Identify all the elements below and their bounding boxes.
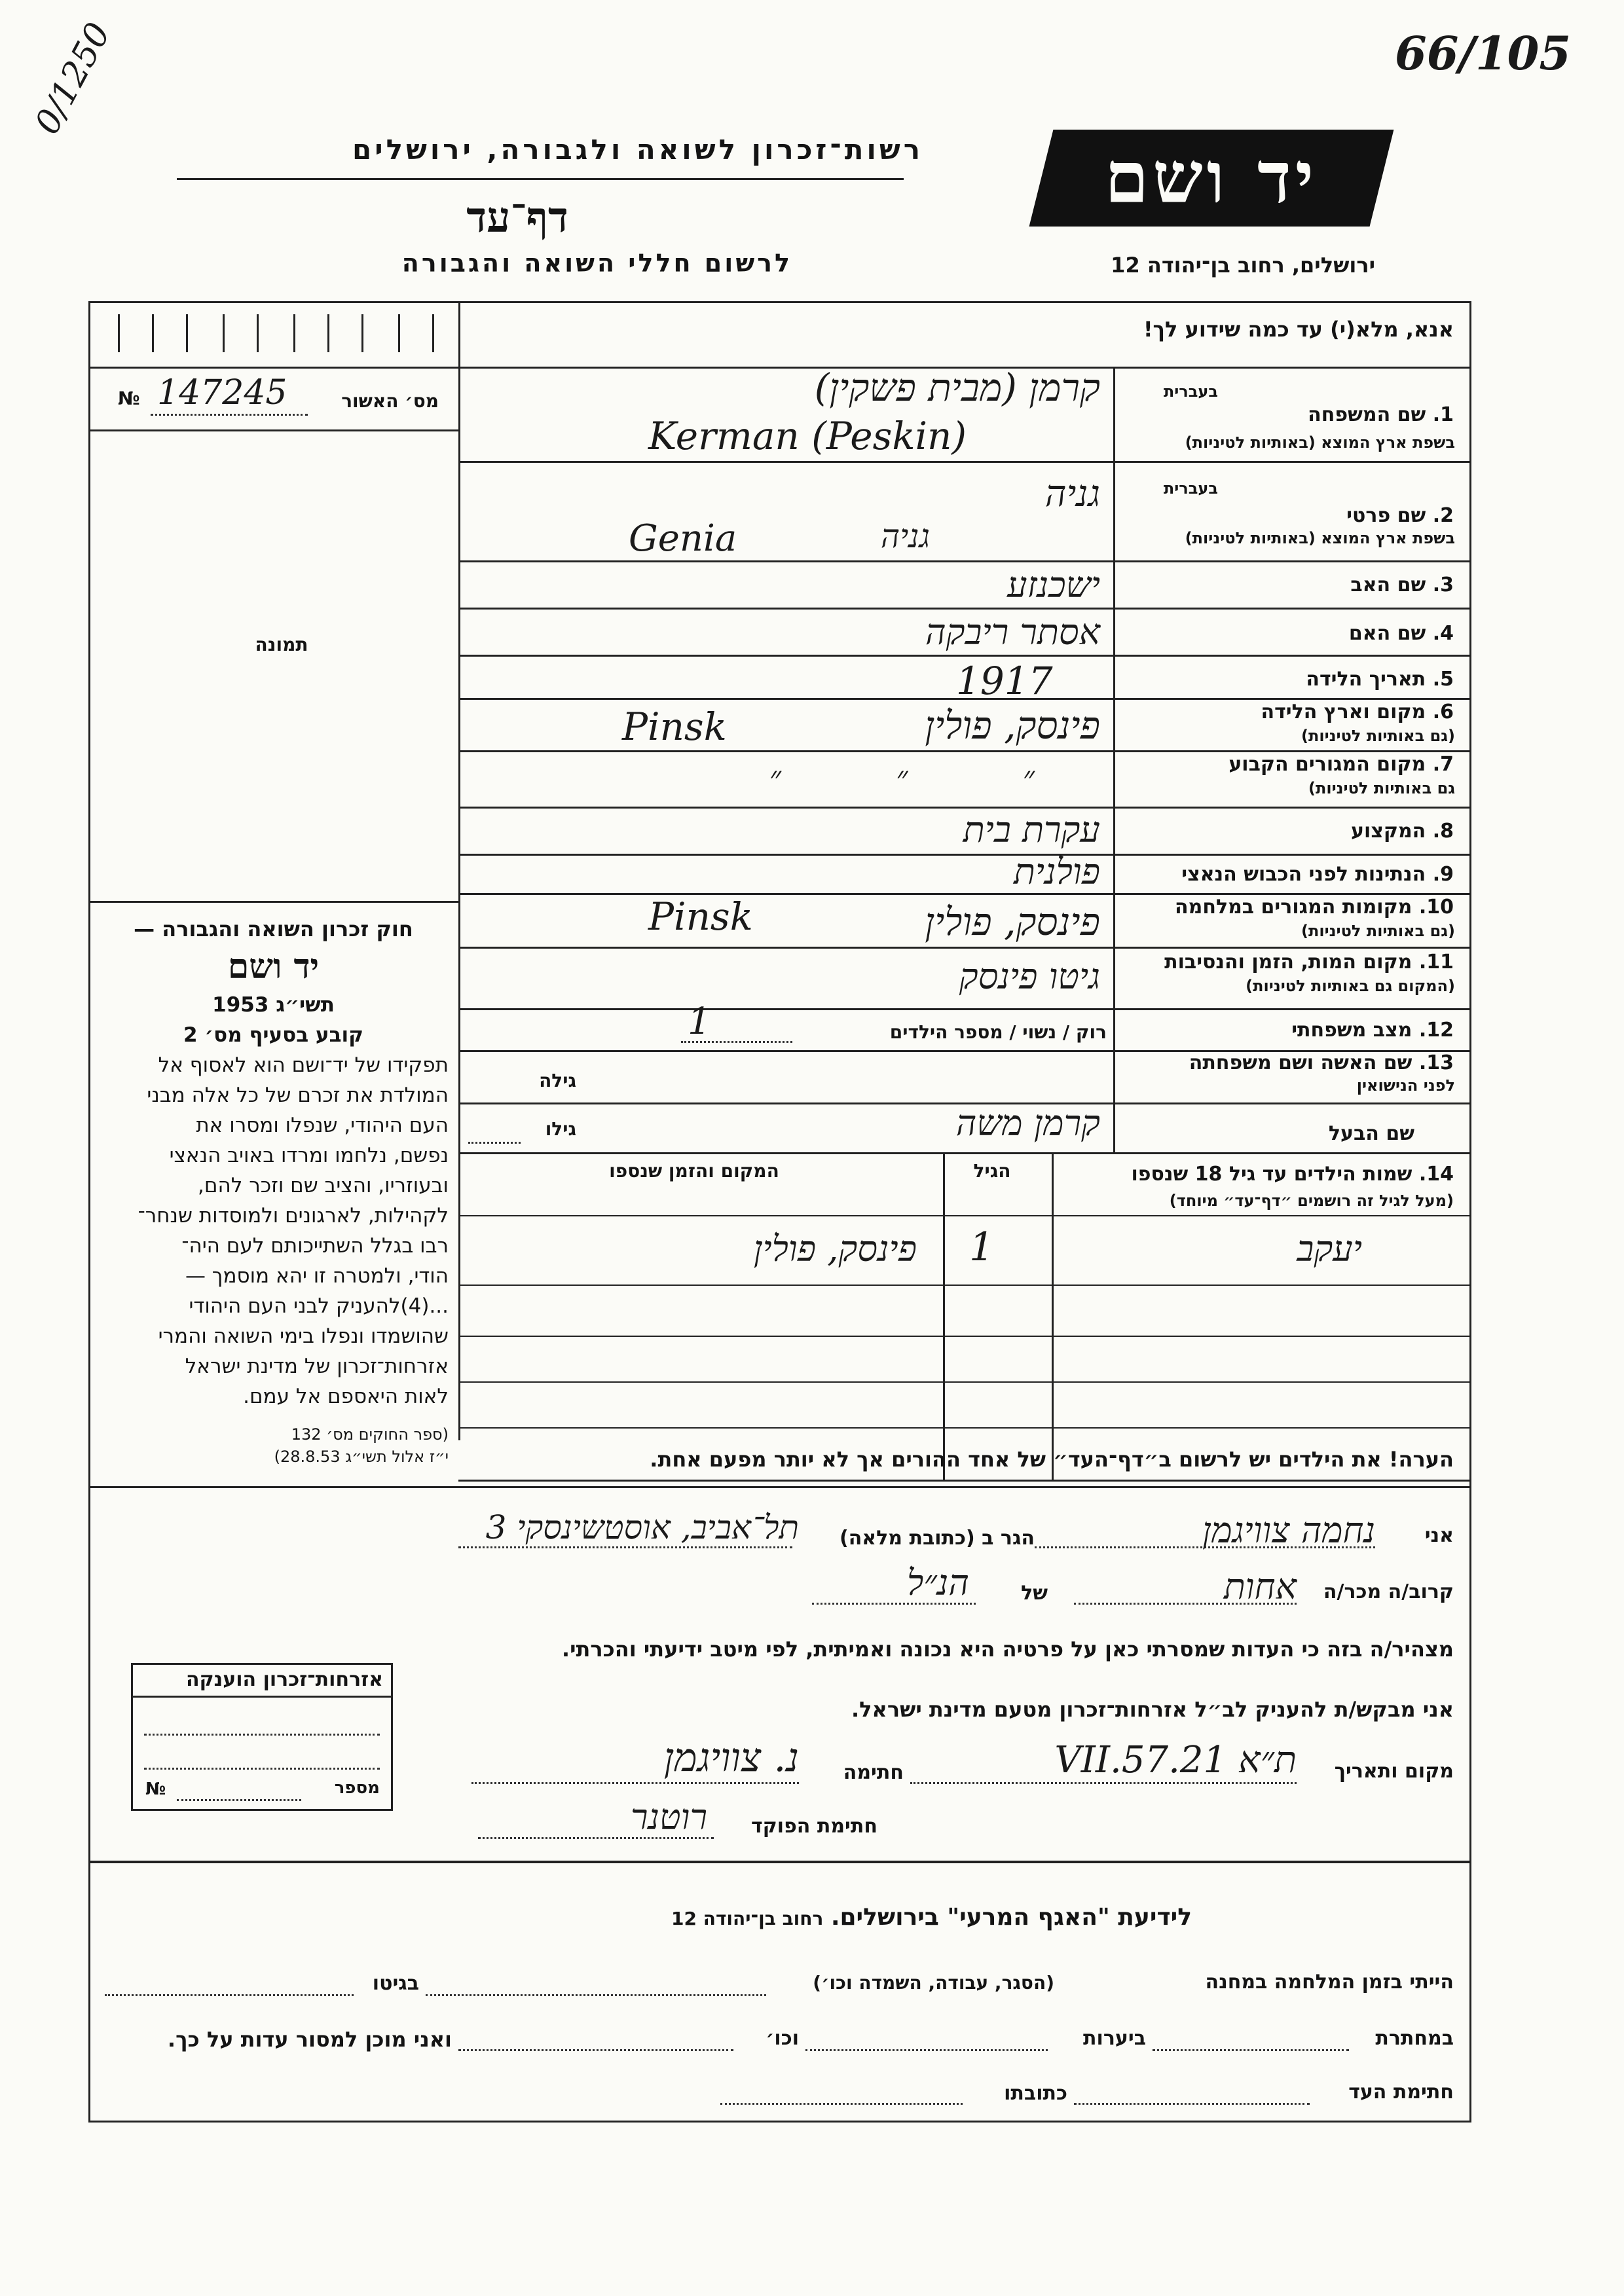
form-subtitle: לרשום חללי השואה והגבורה xyxy=(401,249,792,278)
bottom-underground-label: במחתרת xyxy=(1375,2027,1454,2050)
bottom-forests-label: ביערות xyxy=(1083,2027,1146,2050)
bottom-heading xyxy=(458,1904,1192,1931)
f6-label-text: מקום וארץ הלידה xyxy=(1261,701,1426,723)
place-date-dots xyxy=(910,1782,1297,1784)
relative-label: קרוב/ה מכר/ה xyxy=(1323,1580,1454,1603)
f9-num: 9. xyxy=(1432,863,1454,886)
tear-off-rule xyxy=(88,1861,1471,1863)
labels-divider xyxy=(1113,367,1115,1152)
bottom-camp-label: הייתי בזמן המלחמה במחנה xyxy=(1205,1971,1454,1994)
citizenship-no-mark: № xyxy=(145,1779,166,1799)
photo-label: תמונה xyxy=(255,634,308,655)
law-source-date: י״ז אלול תשי״ג 28.8.53) xyxy=(274,1448,449,1466)
f8-value: עקרת בית xyxy=(963,809,1100,850)
law-line: המולדת את זכרם של כל אלה מבני xyxy=(147,1084,449,1107)
f11-label-text: מקום המות, הזמן והנסיבות xyxy=(1164,951,1412,974)
registration-label: מס׳ האשור xyxy=(341,390,439,412)
witness-signature-dots xyxy=(1074,2103,1310,2105)
law-name: יד ושם xyxy=(227,947,320,987)
place-date-label: מקום ותאריך xyxy=(1334,1760,1454,1783)
bottom-ghetto-label: בגיטו xyxy=(372,1972,419,1995)
bottom-heading-bold: לידיעת "האגף המרעי" בירושלים. xyxy=(830,1904,1192,1931)
f11-note: (המקום גם באותיות לטיניות) xyxy=(1246,977,1455,995)
law-text xyxy=(98,914,449,1468)
resident-value: תל־אביב, אוסטשינסקי 3 xyxy=(485,1508,799,1546)
row-rule xyxy=(458,1381,1471,1383)
file-number-handwritten: 66/105 xyxy=(1395,26,1572,81)
bottom-etc-label: וכו׳ xyxy=(766,2027,799,2050)
citizenship-box-rule xyxy=(131,1696,393,1698)
f6-value: פינסק, פולין xyxy=(925,703,1100,748)
law-title: חוק זכרון השואה והגבורה — xyxy=(134,917,413,941)
f7-label xyxy=(1126,753,1454,776)
f7-value: ״ ״ ״ xyxy=(769,759,1087,796)
header-rule xyxy=(177,178,904,180)
photo-bottom-rule xyxy=(88,901,458,903)
f6-num: 6. xyxy=(1432,701,1454,723)
f4-value: אסתר ריבקה xyxy=(925,611,1100,653)
row-rule xyxy=(458,1480,1471,1482)
row-rule xyxy=(458,750,1471,752)
f2-latin-value: Genia xyxy=(629,517,737,560)
bottom-heading-address: רחוב בן־יהודה 12 xyxy=(671,1908,824,1929)
f2-label-text: שם פרטי xyxy=(1346,504,1426,527)
f1-hebrew-value: קרמן (מבית פשקין) xyxy=(814,365,1100,410)
row-rule xyxy=(458,1215,1471,1216)
f10-label xyxy=(1126,896,1454,919)
f14-num: 14. xyxy=(1418,1163,1454,1186)
law-line: לקהילות, לארגונים ולמוסדות שנחר־ xyxy=(138,1204,449,1228)
f9-label-text: הנתינות לפני הכבוש הנאצי xyxy=(1181,863,1426,886)
f10-latin-value: Pinsk xyxy=(648,894,753,939)
f8-num: 8. xyxy=(1432,820,1454,843)
relative-value: אחות xyxy=(1223,1566,1297,1607)
of-value: הנ״ל xyxy=(907,1562,969,1603)
witness-signature-label: חתימת העד xyxy=(1348,2081,1454,2104)
f11-value: גיטו פינסק xyxy=(959,956,1100,997)
f10-value: פינסק, פולין xyxy=(925,900,1100,944)
f6-note: (גם באותיות לטיניות) xyxy=(1301,727,1455,745)
declaration-statement: מצהיר/ה בזה כי העדות שמסרתי כאן על פרטיה היא נכונה ואמיתית, לפי מיטב ידיעתי והכרתי. xyxy=(561,1637,1454,1662)
f13-label-text: שם האשה ושם משפחתה xyxy=(1189,1051,1412,1074)
husband-value: קרמן משה xyxy=(955,1102,1100,1144)
f5-value: 1917 xyxy=(956,659,1053,703)
f1-label-text: שם המשפחה xyxy=(1308,403,1426,426)
f7-num: 7. xyxy=(1432,753,1454,776)
place-date-value: ת״א 21.VII.57 xyxy=(1054,1739,1297,1781)
row-rule xyxy=(458,1152,1471,1154)
law-line: לאות היאספם אל עמם. xyxy=(243,1385,449,1408)
row-rule xyxy=(458,1336,1471,1337)
f6-latin-value: Pinsk xyxy=(622,704,727,749)
law-line: נפשם, נלחמו ומרדו באויב הנאצי xyxy=(169,1144,449,1167)
bottom-camp-dots xyxy=(426,1994,766,1996)
law-line: הודי, ולמטרה זו יהא מוסמך — xyxy=(185,1264,449,1288)
bottom-etc-dots xyxy=(458,2049,733,2051)
f1-hebrew-tag: בעברית xyxy=(1163,382,1218,401)
bottom-willing-text: ואני מוכן למסור עדות על כך. xyxy=(167,2027,452,2052)
f3-num: 3. xyxy=(1432,574,1454,596)
f3-value: ישכנזע xyxy=(1007,564,1100,606)
citizenship-number-label: מספר xyxy=(334,1778,380,1798)
f12-num: 12. xyxy=(1418,1019,1454,1042)
f7-note: גם באותיות לטיניות) xyxy=(1308,779,1455,797)
f11-num: 11. xyxy=(1418,951,1454,974)
f4-num: 4. xyxy=(1432,622,1454,645)
note-rule xyxy=(88,1486,1471,1488)
bottom-camp-types: (הסגר, עבודה, השמדה וכו׳) xyxy=(813,1972,1054,1994)
f9-value: פולנית xyxy=(1013,851,1100,892)
f5-label-text: תאריך הלידה xyxy=(1306,668,1426,691)
signature-dots xyxy=(471,1782,799,1784)
law-source: (ספר החוקים מס׳ 132 xyxy=(291,1425,449,1444)
f2-hebrew-value: גניה xyxy=(1044,473,1100,515)
f13-age-label: גילה xyxy=(539,1070,576,1091)
row-rule xyxy=(458,893,1471,895)
f3-label-text: שם האב xyxy=(1350,574,1426,596)
f8-label xyxy=(1126,820,1454,843)
left-column-divider xyxy=(458,301,460,1440)
registration-rule xyxy=(88,429,458,431)
f5-label xyxy=(1126,668,1454,691)
f13-num: 13. xyxy=(1418,1051,1454,1074)
husband-age-dots xyxy=(468,1142,521,1144)
f13-note: לפני הנישואין xyxy=(1356,1076,1455,1095)
row-rule xyxy=(458,947,1471,949)
law-clause: קובע בסעיף מס׳ 2 xyxy=(183,1023,363,1047)
f6-label xyxy=(1126,701,1454,723)
husband-label: שם הבעל xyxy=(1328,1122,1414,1145)
f10-note: (גם באותיות לטיניות) xyxy=(1301,922,1455,940)
resident-label: הגר ב (כתובת מלאה) xyxy=(839,1527,1035,1550)
officer-value: רוטנר xyxy=(630,1796,707,1838)
child-age: 1 xyxy=(969,1224,995,1270)
registration-dots xyxy=(151,414,308,416)
f11-label xyxy=(1126,951,1454,974)
organization-name: רשות־זכרון לשואה ולגבורה, ירושלים xyxy=(352,134,923,166)
row-rule xyxy=(458,807,1471,809)
f2-note: בשפת ארץ המוצא (באותיות לטיניות) xyxy=(1185,529,1455,547)
law-line: ...(4)להעניק לבני העם היהודי xyxy=(189,1294,449,1318)
declarant-value: נחמה צוויגמן xyxy=(1202,1510,1375,1551)
f14-note: (מעל לגיל זה רושמים ״דף־עד״ מיוחד) xyxy=(1169,1192,1454,1210)
law-line: תפקידו של יד־ושם הוא לאסוף אל xyxy=(158,1053,449,1077)
f1-label xyxy=(1218,403,1454,426)
signature-value: נ. צוויגמן xyxy=(663,1735,799,1781)
law-line: רבו בגלל השתייכותם לעם היה־ xyxy=(181,1234,449,1258)
row-rule xyxy=(458,655,1471,657)
f12-options: רוק / נשוי / מספר הילדים xyxy=(889,1021,1107,1043)
husband-age-label: גילו xyxy=(545,1118,576,1140)
children-age-divider xyxy=(943,1152,945,1480)
registration-no-mark: № xyxy=(118,388,140,409)
officer-label: חתימת הפוקד xyxy=(751,1815,877,1838)
f13-label xyxy=(1126,1051,1454,1074)
row-rule xyxy=(458,461,1471,463)
f1-num: 1. xyxy=(1432,403,1454,426)
registration-number: 147245 xyxy=(157,373,287,412)
bottom-forests-dots xyxy=(805,2049,1048,2051)
citizenship-dots xyxy=(144,1768,380,1770)
row-rule xyxy=(458,608,1471,610)
f2-hebrew-value-2: גניה xyxy=(880,517,930,555)
intro-text: אנא, מלא(י) עד כמה שידוע לך! xyxy=(1143,317,1454,342)
of-label: של xyxy=(1021,1582,1048,1605)
signature-label: חתימה xyxy=(843,1761,904,1784)
law-line: שהושמדו ונפלו בימי השואה והמרי xyxy=(158,1324,449,1348)
f1-note: בשפת ארץ המוצא (באותיות לטיניות) xyxy=(1185,433,1455,452)
f8-label-text: המקצוע xyxy=(1350,820,1426,843)
citizenship-dots xyxy=(144,1734,380,1736)
f10-label-text: מקומות המגורים במלחמה xyxy=(1175,896,1412,919)
f7-label-text: מקום המגורים הקבוע xyxy=(1228,753,1426,776)
f12-label-text: מצב משפחתי xyxy=(1291,1019,1412,1042)
f12-label xyxy=(1126,1019,1454,1042)
f1-latin-value: Kerman (Peskin) xyxy=(648,414,967,458)
f3-label xyxy=(1126,574,1454,596)
yad-vashem-logo: יד ושם xyxy=(1029,130,1394,227)
law-line: אזרחות־זכרון של מדינת ישראל xyxy=(185,1355,449,1378)
bottom-underground-dots xyxy=(1153,2049,1349,2051)
f14-col-place: המקום והזמן שנספו xyxy=(609,1160,779,1182)
f2-hebrew-tag: בעברית xyxy=(1163,479,1218,498)
f12-value: 1 xyxy=(688,1000,711,1043)
barcode-divider xyxy=(88,367,458,369)
row-rule xyxy=(458,698,1471,700)
citizenship-title: אזרחות־זכרון הוענקה xyxy=(185,1668,383,1691)
f4-label xyxy=(1126,622,1454,645)
row-rule xyxy=(458,1427,1471,1429)
citizenship-request: אני מבקש/ת להעניק לב״ל אזרחות־זכרון מטעם מדינת ישראל. xyxy=(851,1697,1454,1722)
witness-address-label: כתובתו xyxy=(1004,2082,1067,2105)
child-name: יעקב xyxy=(1297,1228,1362,1269)
witness-address-dots xyxy=(720,2103,963,2105)
f14-label-text: שמות הילדים עד גיל 18 שנספו xyxy=(1131,1163,1412,1186)
law-line: העם היהודי, שנפלו ומסרו את xyxy=(196,1114,449,1137)
barcode-ticks xyxy=(118,314,445,354)
declarant-label: אני xyxy=(1424,1524,1454,1547)
f10-num: 10. xyxy=(1418,896,1454,919)
f14-label xyxy=(1061,1163,1454,1186)
row-rule xyxy=(458,1008,1471,1010)
citizenship-number-dots xyxy=(177,1799,301,1801)
law-line: ובעוזריו, והציב שם וזכר להם, xyxy=(198,1174,449,1197)
row-rule xyxy=(458,560,1471,562)
children-name-divider xyxy=(1052,1152,1054,1480)
form-title: דף־עד xyxy=(466,193,568,242)
f9-label xyxy=(1126,863,1454,886)
law-year: תשי״ג 1953 xyxy=(212,993,335,1017)
row-rule xyxy=(458,1285,1471,1286)
f14-col-age: הגיל xyxy=(973,1160,1011,1182)
child-place: פינסק, פולין xyxy=(753,1228,917,1269)
stamp-number: 0/1250 xyxy=(28,16,119,141)
f5-num: 5. xyxy=(1432,668,1454,691)
f2-num: 2. xyxy=(1432,504,1454,527)
f4-label-text: שם האם xyxy=(1348,622,1426,645)
bottom-ghetto-dots xyxy=(105,1994,354,1996)
f2-label xyxy=(1218,504,1454,527)
children-note: הערה! את הילדים יש לרשום ב״דף־העד״ של אחד ההורים אך לא יותר מפעם אחת. xyxy=(650,1447,1454,1472)
address: ירושלים, רחוב בן־יהודה 12 xyxy=(1111,253,1375,278)
resident-dots xyxy=(458,1546,792,1548)
